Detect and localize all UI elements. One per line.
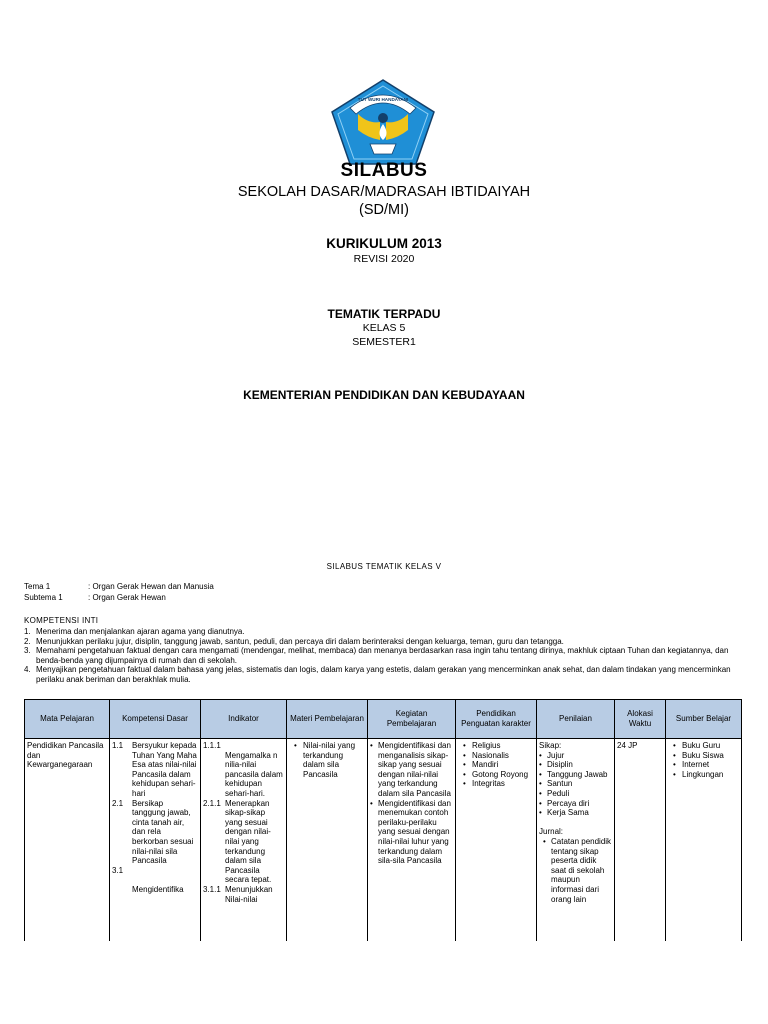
ki-text: Menerima dan menjalankan ajaran agama yang dianutnya. — [36, 627, 245, 636]
cell-kegiatan — [368, 739, 456, 942]
col-header-sumber: Sumber Belajar — [666, 700, 742, 739]
cell-indikator — [201, 739, 287, 942]
indikator-num: 3.1.1 — [203, 884, 221, 894]
col-header-kd: Kompetensi Dasar — [110, 700, 201, 739]
kd-item — [112, 741, 198, 799]
karakter-item: • Gotong Royong — [462, 770, 534, 780]
semester: SEMESTER1 — [352, 336, 416, 348]
sumber-item: • Buku Guru — [672, 741, 739, 751]
cell-karakter — [456, 739, 537, 942]
sikap-item: • Disiplin — [539, 760, 612, 770]
indikator-num: 1.1.1 — [203, 741, 221, 750]
sumber-item: • Internet — [672, 760, 739, 770]
indikator-text: Menunjukkan Nilai-nilai — [225, 884, 273, 904]
cell-kd — [110, 739, 201, 942]
sumber-list — [668, 741, 739, 779]
ki-heading: KOMPETENSI INTI — [24, 616, 99, 625]
meta-row-subtema — [24, 593, 166, 604]
col-header-kegiatan: Kegiatan Pembelajaran — [368, 700, 456, 739]
indikator-text: Mengamalka n nilia-nilai pancasila dalam kehidupan sehari-hari. — [225, 750, 283, 798]
col-header-penilaian: Penilaian — [537, 700, 615, 739]
ki-item — [24, 665, 748, 684]
indikator-num: 2.1.1 — [203, 798, 221, 808]
ki-text: Memahami pengetahuan faktual dengan cara mengamati (mendengar, melihat, membaca) dan menanya berdasarkan rasa ingin tahu tentang dirinya, makhluk ciptaan Tuhan dan kegiatannya, dan benda-benda yang dijumpainya di rumah dan di sekolah. — [36, 646, 729, 665]
indikator-item — [203, 741, 284, 799]
school-name: SEKOLAH DASAR/MADRASAH IBTIDAIYAH — [237, 184, 531, 200]
ki-item — [24, 646, 748, 665]
karakter-item: • Integritas — [462, 779, 534, 789]
indikator-list — [203, 741, 284, 904]
sikap-item: • Jujur — [539, 751, 612, 761]
materi-list — [289, 741, 365, 779]
subject-text: Pendidikan Pancasila dan Kewarganegaraan — [27, 741, 104, 770]
indikator-item — [203, 799, 284, 885]
revision: REVISI 2020 — [353, 253, 415, 265]
ki-text: Menyajikan pengetahuan faktual dalam bahasa yang jelas, sistematis dan logis, dalam karya yang estetis, dalam gerakan yang mencerminkan anak sehat, dan dalam tindakan yang mencerminkan perilaku anak beriman dan berakhlak mulia. — [36, 665, 731, 684]
col-header-indikator: Indikator — [201, 700, 287, 739]
karakter-item: • Nasionalis — [462, 751, 534, 761]
logo-motto: TUT WURI HANDAYANI — [357, 97, 409, 102]
sikap-item: • Santun — [539, 779, 612, 789]
ki-num: 4. — [24, 665, 31, 675]
table-row — [25, 739, 742, 942]
sikap-item: • Peduli — [539, 789, 612, 799]
kegiatan-list — [370, 741, 453, 866]
tut-wuri-handayani-logo-icon — [330, 78, 436, 166]
cell-alokasi — [615, 739, 666, 942]
sumber-item: • Buku Siswa — [672, 751, 739, 761]
ministry: KEMENTERIAN PENDIDIKAN DAN KEBUDAYAAN — [243, 388, 525, 402]
table-header-row — [25, 700, 742, 739]
col-header-subject: Mata Pelajaran — [25, 700, 110, 739]
penilaian-jurnal-label: Jurnal: — [539, 827, 564, 837]
cell-sumber — [666, 739, 742, 942]
grade: KELAS 5 — [362, 322, 406, 334]
kd-list — [112, 741, 198, 895]
sumber-item: • Lingkungan — [672, 770, 739, 780]
materi-item: • Nilai-nilai yang terkandung dalam sila Pancasila — [293, 741, 365, 779]
karakter-item: • Mandiri — [462, 760, 534, 770]
cell-subject — [25, 739, 110, 942]
meta-row-tema — [24, 582, 214, 593]
meta-key: Tema 1 — [24, 582, 51, 591]
penilaian-jurnal-list — [539, 837, 612, 904]
kd-item — [112, 799, 198, 866]
syllabus-subtitle: SILABUS TEMATIK KELAS V — [326, 562, 442, 571]
col-header-alokasi: Alokasi Waktu — [615, 700, 666, 739]
kd-num: 2.1 — [112, 798, 124, 808]
theme-label: TEMATIK TERPADU — [327, 307, 441, 321]
kd-text: Mengidentifika — [132, 884, 184, 894]
ki-num: 2. — [24, 636, 31, 646]
alokasi-text: 24 JP — [617, 741, 638, 750]
penilaian-sikap-list — [539, 751, 612, 818]
col-header-karakter: Pendidikan Penguatan karakter — [456, 700, 537, 739]
ki-num: 3. — [24, 646, 31, 656]
meta-value: : Organ Gerak Hewan dan Manusia — [88, 582, 214, 591]
ki-item — [24, 637, 748, 647]
kegiatan-item: • Mengidentifikasi dan menemukan contoh perilaku-perilaku yang sesuai dengan nilai-nilai luhur yang terkandung dalam sila-sila Pancasila — [370, 799, 453, 866]
kd-item — [112, 866, 198, 895]
school-abbr: (SD/MI) — [359, 202, 409, 218]
syllabus-table — [24, 699, 742, 941]
meta-key: Subtema 1 — [24, 593, 63, 602]
document-title: SILABUS — [340, 160, 428, 181]
curriculum: KURIKULUM 2013 — [326, 236, 442, 251]
ki-item — [24, 627, 748, 637]
meta-value: : Organ Gerak Hewan — [88, 593, 166, 602]
col-header-materi: Materi Pembelajaran — [287, 700, 368, 739]
jurnal-item: • Catatan pendidik tentang sikap peserta didik saat di sekolah maupun informasi dari orang lain — [543, 837, 612, 904]
kd-text: Bersyukur kepada Tuhan Yang Maha Esa atas nilai-nilai Pancasila dalam kehidupan sehari-hari — [132, 741, 197, 798]
cell-materi — [287, 739, 368, 942]
ki-text: Menunjukkan perilaku jujur, disiplin, tanggung jawab, santun, peduli, dan percaya diri dalam berinteraksi dengan keluarga, teman, guru dan tetangga. — [36, 636, 564, 646]
indikator-item — [203, 885, 284, 904]
sikap-item: • Percaya diri — [539, 799, 612, 809]
sikap-item: • Tanggung Jawab — [539, 770, 612, 780]
cell-penilaian — [537, 739, 615, 942]
indikator-text: Menerapkan sikap-sikap yang sesuai dengan nilai-nilai yang terkandung dalam sila Pancasila secara tepat. — [225, 798, 272, 885]
kd-num: 1.1 — [112, 741, 124, 750]
ki-list — [24, 627, 748, 685]
kd-num: 3.1 — [112, 865, 124, 875]
kegiatan-item: • Mengidentifikasi dan menganalisis sikap-sikap yang sesuai dengan nilai-nilai yang terkandung dalam sila Pancasila — [370, 741, 453, 799]
karakter-item: • Religius — [462, 741, 534, 751]
penilaian-sikap-label: Sikap: — [539, 741, 562, 750]
sikap-item: • Kerja Sama — [539, 808, 612, 818]
ki-num: 1. — [24, 627, 31, 636]
karakter-list — [458, 741, 534, 789]
kd-text: Bersikap tanggung jawab, cinta tanah air, dan rela berkorban sesuai nilai-nilai sila Pancasila — [132, 798, 194, 866]
